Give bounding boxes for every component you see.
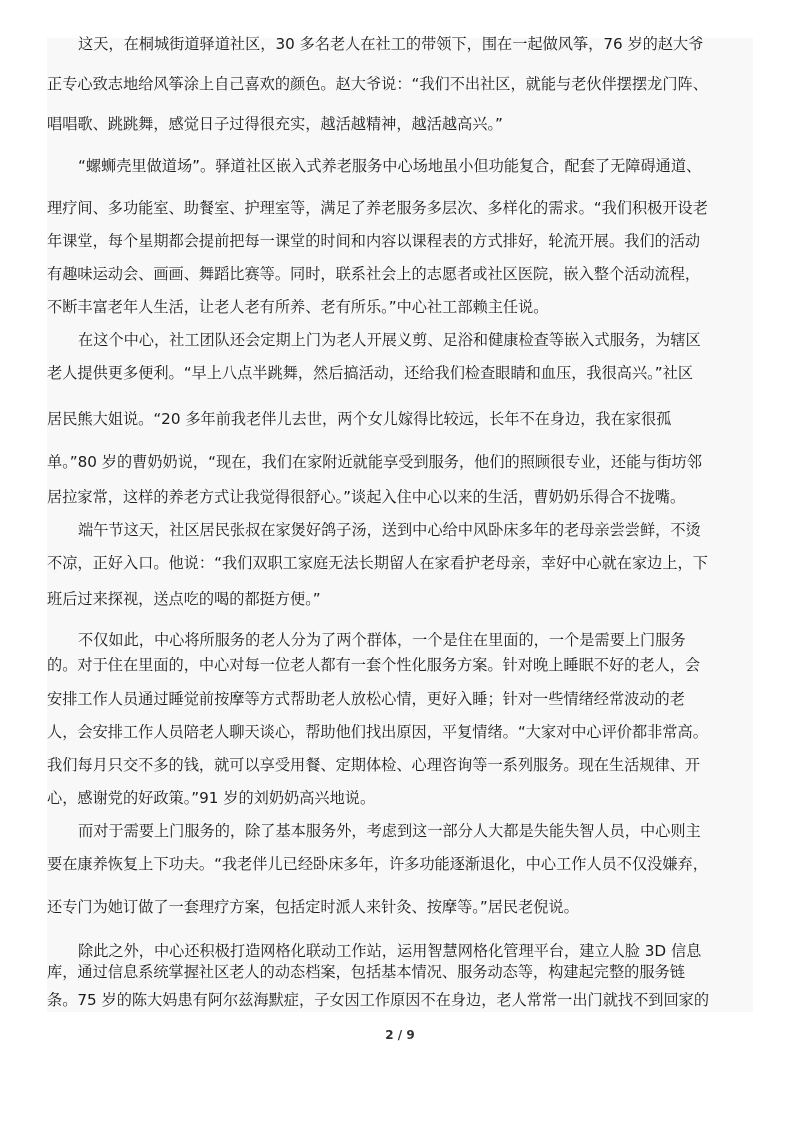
text-line: 不凉，正好入口。他说：“我们双职工家庭无法长期留人在家看护老母亲，幸好中心就在家边上，下 xyxy=(47,554,708,572)
text-line: 心，感谢党的好政策。”91 岁的刘奶奶高兴地说。 xyxy=(47,789,376,807)
text-line: 还专门为她订做了一套理疗方案，包括定时派人来针灸、按摩等。”居民老倪说。 xyxy=(47,898,579,916)
text-line: 在这个中心，社工团队还会定期上门为老人开展义剪、足浴和健康检查等嵌入式服务，为辖区 xyxy=(78,331,701,349)
text-line: 安排工作人员通过睡觉前按摩等方式帮助老人放松心情，更好入睡；针对一些情绪经常波动的老 xyxy=(47,690,685,708)
text-line: 年课堂，每个星期都会提前把每一课堂的时间和内容以课程表的方式排好，轮流开展。我们的活动 xyxy=(47,232,701,250)
text-line: 正专心致志地给风筝涂上自己喜欢的颜色。赵大爷说：“我们不出社区，就能与老伙伴摆摆龙门阵、 xyxy=(47,75,708,93)
text-line: 不断丰富老年人生活，让老人老有所养、老有所乐。”中心社工部赖主任说。 xyxy=(47,298,549,316)
text-line: 唱唱歌、跳跳舞，感觉日子过得很充实，越活越精神，越活越高兴。” xyxy=(47,115,503,133)
text-line: “螺蛳壳里做道场”。驿道社区嵌入式养老服务中心场地虽小但功能复合，配套了无障碍通道、 xyxy=(78,157,702,175)
text-line: 端午节这天，社区居民张叔在家煲好鸽子汤，送到中心给中风卧床多年的老母亲尝尝鲜，不烫 xyxy=(78,521,701,539)
text-line: 单。”80 岁的曹奶奶说，“现在，我们在家附近就能享受到服务，他们的照顾很专业，还能与街坊邻 xyxy=(47,453,702,471)
text-line: 库，通过信息系统掌握社区老人的动态档案，包括基本情况、服务动态等，构建起完整的服务链 xyxy=(47,963,685,981)
text-line: 居民熊大姐说。“20 多年前我老伴儿去世，两个女儿嫁得比较远，长年不在身边，我在家很孤 xyxy=(47,410,672,428)
text-line: 要在康养恢复上下功夫。“我老伴儿已经卧床多年，许多功能逐渐退化，中心工作人员不仅没嫌弃， xyxy=(47,855,708,873)
text-line: 老人提供更多便利。“早上八点半跳舞，然后搞活动，还给我们检查眼睛和血压，我很高兴。”社区 xyxy=(47,364,694,382)
text-line: 的。对于住在里面的，中心对每一位老人都有一套个性化服务方案。针对晚上睡眠不好的老人，会 xyxy=(47,656,701,674)
text-line: 人，会安排工作人员陪老人聊天谈心，帮助他们找出原因，平复情绪。“大家对中心评价都非常高。 xyxy=(47,723,708,741)
text-line: 有趣味运动会、画画、舞蹈比赛等。同时，联系社会上的志愿者或社区医院，嵌入整个活动流程， xyxy=(47,265,701,283)
text-line: 理疗间、多功能室、助餐室、护理室等，满足了养老服务多层次、多样化的需求。“我们积极开设老 xyxy=(47,199,708,217)
text-line: 条。75 岁的陈大妈患有阿尔兹海默症，子女因工作原因不在身边，老人常常一出门就找不到回家的 xyxy=(47,991,710,1009)
text-line: 我们每月只交不多的钱，就可以享受用餐、定期体检、心理咨询等一系列服务。现在生活规律、开 xyxy=(47,756,701,774)
text-line: 这天，在桐城街道驿道社区，30 多名老人在社工的带领下，围在一起做风筝，76 岁的赵大爷 xyxy=(78,35,704,53)
text-line: 而对于需要上门服务的，除了基本服务外，考虑到这一部分人大都是失能失智人员，中心则主 xyxy=(78,822,701,840)
page-number: 2 / 9 xyxy=(385,1028,415,1042)
text-line: 除此之外，中心还积极打造网格化联动工作站，运用智慧网格化管理平台，建立人脸 3D 信息 xyxy=(78,942,702,960)
text-line: 不仅如此，中心将所服务的老人分为了两个群体，一个是住在里面的，一个是需要上门服务 xyxy=(78,631,686,649)
text-line: 居拉家常，这样的养老方式让我觉得很舒心。”谈起入住中心以来的生活，曹奶奶乐得合不拢嘴。 xyxy=(47,488,686,506)
text-line: 班后过来探视，送点吃的喝的都挺方便。” xyxy=(47,590,321,608)
